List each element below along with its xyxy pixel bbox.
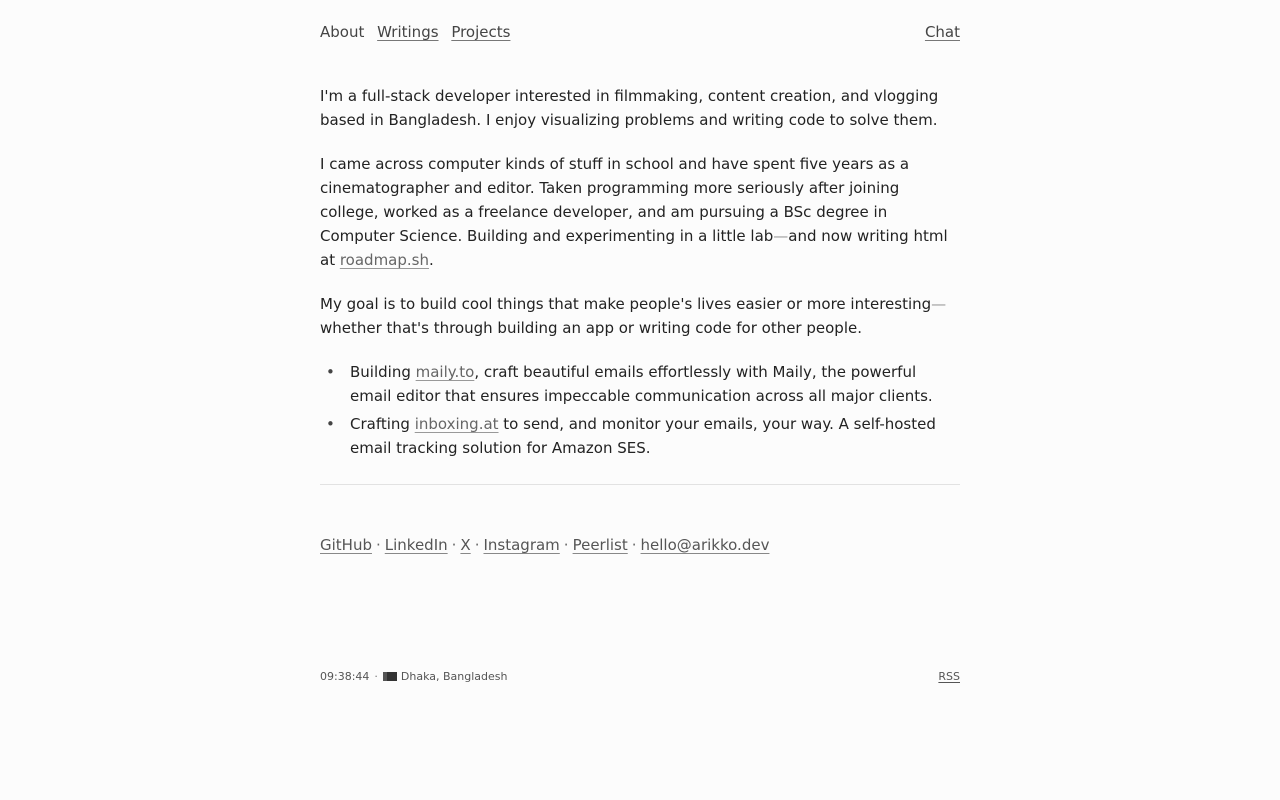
divider bbox=[320, 484, 960, 485]
rss-link[interactable]: RSS bbox=[938, 670, 960, 683]
intro-paragraph-1: I'm a full-stack developer interested in filmmaking, content creation, and vlogging based in Bangladesh. I enjoy visualizing problems and writing code to solve them. bbox=[320, 87, 939, 129]
footer-right bbox=[938, 668, 960, 686]
peerlist-link[interactable]: Peerlist bbox=[572, 536, 628, 554]
separator: · bbox=[474, 536, 480, 554]
project-prefix: Crafting bbox=[350, 415, 415, 433]
intro-p2-middle: and now writing html at bbox=[320, 227, 948, 269]
maily-link[interactable]: maily.to bbox=[415, 363, 475, 381]
instagram-link[interactable]: Instagram bbox=[483, 536, 560, 554]
roadmap-link[interactable]: roadmap.sh bbox=[339, 251, 429, 269]
project-list bbox=[320, 360, 960, 460]
nav-projects[interactable]: Projects bbox=[451, 23, 511, 41]
separator: · bbox=[631, 536, 637, 554]
nav-about[interactable]: About bbox=[320, 23, 365, 41]
project-item-inboxing bbox=[320, 412, 960, 460]
nav-writings[interactable]: Writings bbox=[377, 23, 439, 41]
separator: · bbox=[374, 670, 378, 683]
github-link[interactable]: GitHub bbox=[320, 536, 372, 554]
intro-p2-text: I came across computer kinds of stuff in school and have spent five years as a cinematographer and editor. Taken programming more seriously after joining college, worked as a freelance developer, and am pursuing a BSc degree in Computer Science. Building and experimenting in a little lab bbox=[320, 155, 910, 245]
email-link[interactable]: hello@arikko.dev bbox=[640, 536, 770, 554]
bangladesh-flag-icon bbox=[383, 672, 397, 681]
project-description: to send, and monitor your emails, your way. A self-hosted email tracking solution for Amazon SES. bbox=[350, 415, 936, 457]
separator: · bbox=[563, 536, 569, 554]
linkedin-link[interactable]: LinkedIn bbox=[384, 536, 448, 554]
x-link[interactable]: X bbox=[460, 536, 471, 554]
social-links bbox=[320, 533, 960, 557]
intro-p2-end: . bbox=[429, 251, 434, 269]
intro-paragraph-2 bbox=[320, 152, 960, 272]
top-nav bbox=[320, 21, 960, 43]
nav-left bbox=[320, 21, 518, 43]
main-content bbox=[320, 84, 960, 464]
separator: · bbox=[451, 536, 457, 554]
project-prefix: Building bbox=[350, 363, 416, 381]
em-dash: — bbox=[773, 227, 789, 245]
intro-paragraph-3 bbox=[320, 292, 960, 340]
intro-p3-rest: whether that's through building an app or writing code for other people. bbox=[320, 319, 862, 337]
em-dash: — bbox=[931, 295, 947, 313]
nav-chat[interactable]: Chat bbox=[924, 23, 960, 41]
bullet-icon: • bbox=[326, 415, 335, 433]
inboxing-link[interactable]: inboxing.at bbox=[414, 415, 499, 433]
footer-info bbox=[320, 668, 508, 686]
local-time: 09:38:44 bbox=[320, 670, 370, 683]
separator: · bbox=[375, 536, 381, 554]
intro-p3-text: My goal is to build cool things that make people's lives easier or more interesting bbox=[320, 295, 932, 313]
bullet-icon: • bbox=[326, 363, 335, 381]
nav-right bbox=[925, 21, 960, 43]
project-item-maily bbox=[320, 360, 960, 408]
footer bbox=[320, 668, 960, 686]
project-description: , craft beautiful emails effortlessly with Maily, the powerful email editor that ensures impeccable communication across all major clients. bbox=[350, 363, 933, 405]
location-text: Dhaka, Bangladesh bbox=[400, 670, 508, 683]
